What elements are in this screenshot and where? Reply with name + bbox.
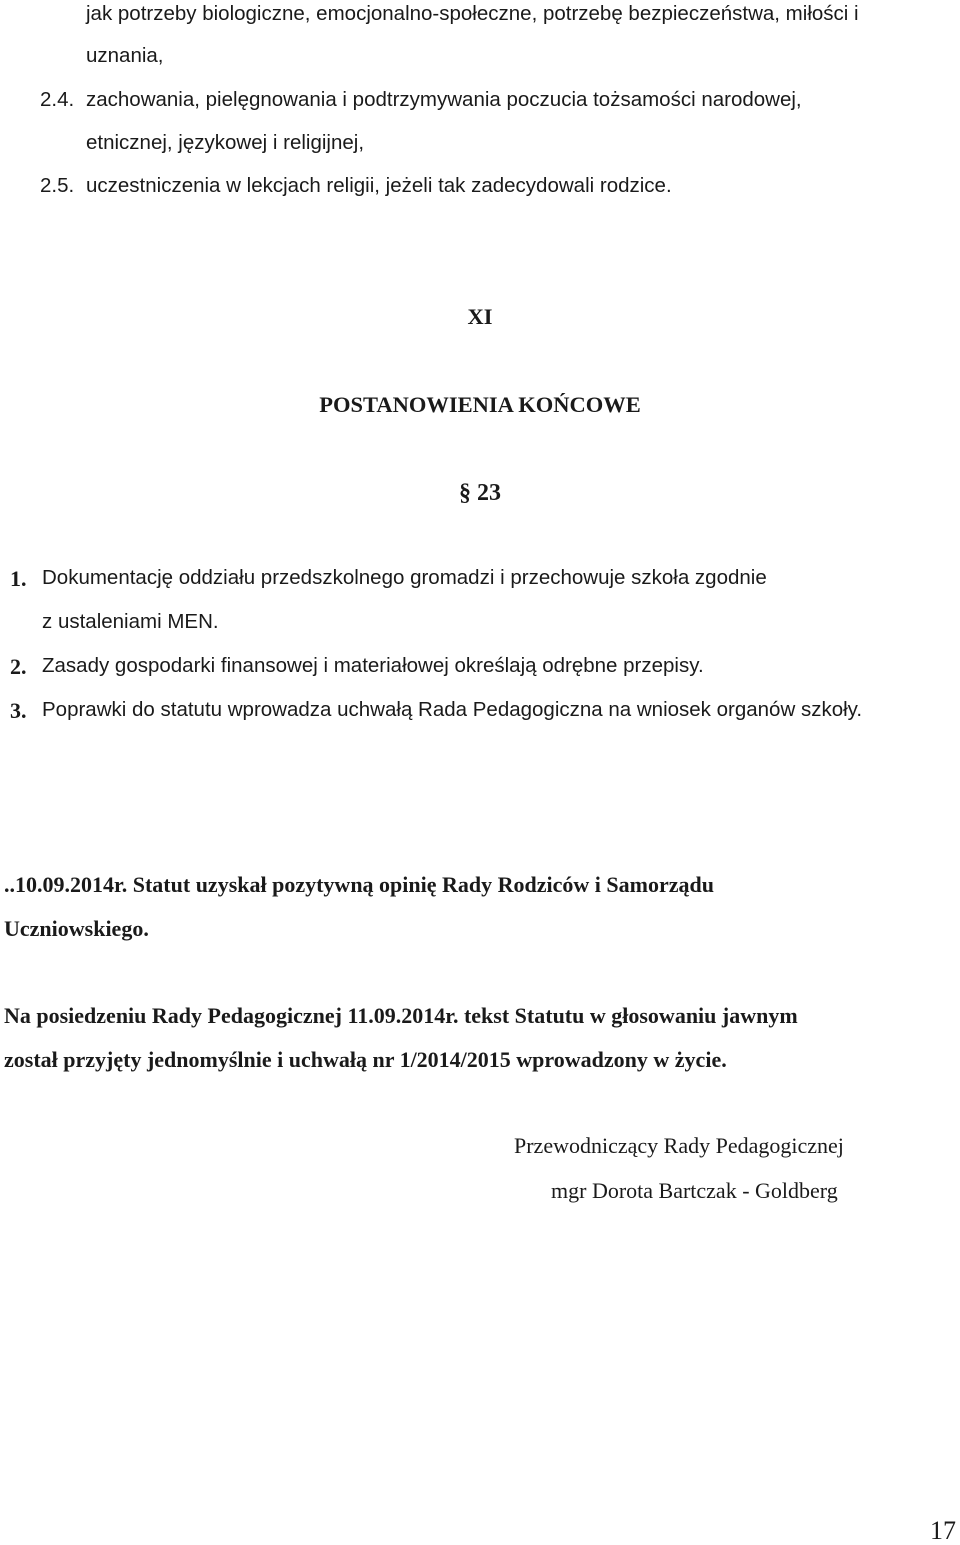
list-item-text: uczestniczenia w lekcjach religii, jeżeli tak zadecydowali rodzice. bbox=[86, 174, 672, 197]
list-item-number: 2.4. bbox=[40, 88, 75, 111]
opinion-note-line-2: Uczniowskiego. bbox=[4, 916, 149, 941]
adoption-note-line-2: został przyjęty jednomyślnie i uchwałą nr 1/2014/2015 wprowadzony w życie. bbox=[4, 1047, 727, 1072]
list-item-text: zachowania, pielęgnowania i podtrzymywania poczucia tożsamości narodowej, bbox=[86, 88, 802, 111]
signature-name: mgr Dorota Bartczak - Goldberg bbox=[551, 1178, 838, 1203]
list-item-text: etnicznej, językowej i religijnej, bbox=[86, 131, 365, 154]
adoption-note-line-1: Na posiedzeniu Rady Pedagogicznej 11.09.2014r. tekst Statutu w głosowaniu jawnym bbox=[4, 1003, 798, 1028]
page-number: 17 bbox=[930, 1516, 956, 1545]
provision-number: 1. bbox=[10, 566, 27, 591]
section-heading: § 23 bbox=[459, 480, 501, 506]
continuation-line-2: uznania, bbox=[86, 44, 164, 67]
provision-text: Zasady gospodarki finansowej i materiałowej określają odrębne przepisy. bbox=[42, 654, 704, 677]
list-item-number: 2.5. bbox=[40, 174, 75, 197]
provision-number: 3. bbox=[10, 698, 27, 723]
continuation-line-1: jak potrzeby biologiczne, emocjonalno-społeczne, potrzebę bezpieczeństwa, miłości i bbox=[86, 2, 859, 25]
chapter-title: POSTANOWIENIA KOŃCOWE bbox=[319, 392, 641, 417]
signature-role: Przewodniczący Rady Pedagogicznej bbox=[514, 1133, 844, 1158]
provision-text: Dokumentację oddziału przedszkolnego gromadzi i przechowuje szkoła zgodnie bbox=[42, 566, 767, 589]
provision-text: z ustaleniami MEN. bbox=[42, 610, 219, 633]
provision-text: Poprawki do statutu wprowadza uchwałą Rada Pedagogiczna na wniosek organów szkoły. bbox=[42, 698, 863, 721]
chapter-number: XI bbox=[467, 304, 493, 329]
opinion-note-line-1: ..10.09.2014r. Statut uzyskał pozytywną opinię Rady Rodziców i Samorządu bbox=[4, 872, 714, 897]
provision-number: 2. bbox=[10, 654, 27, 679]
